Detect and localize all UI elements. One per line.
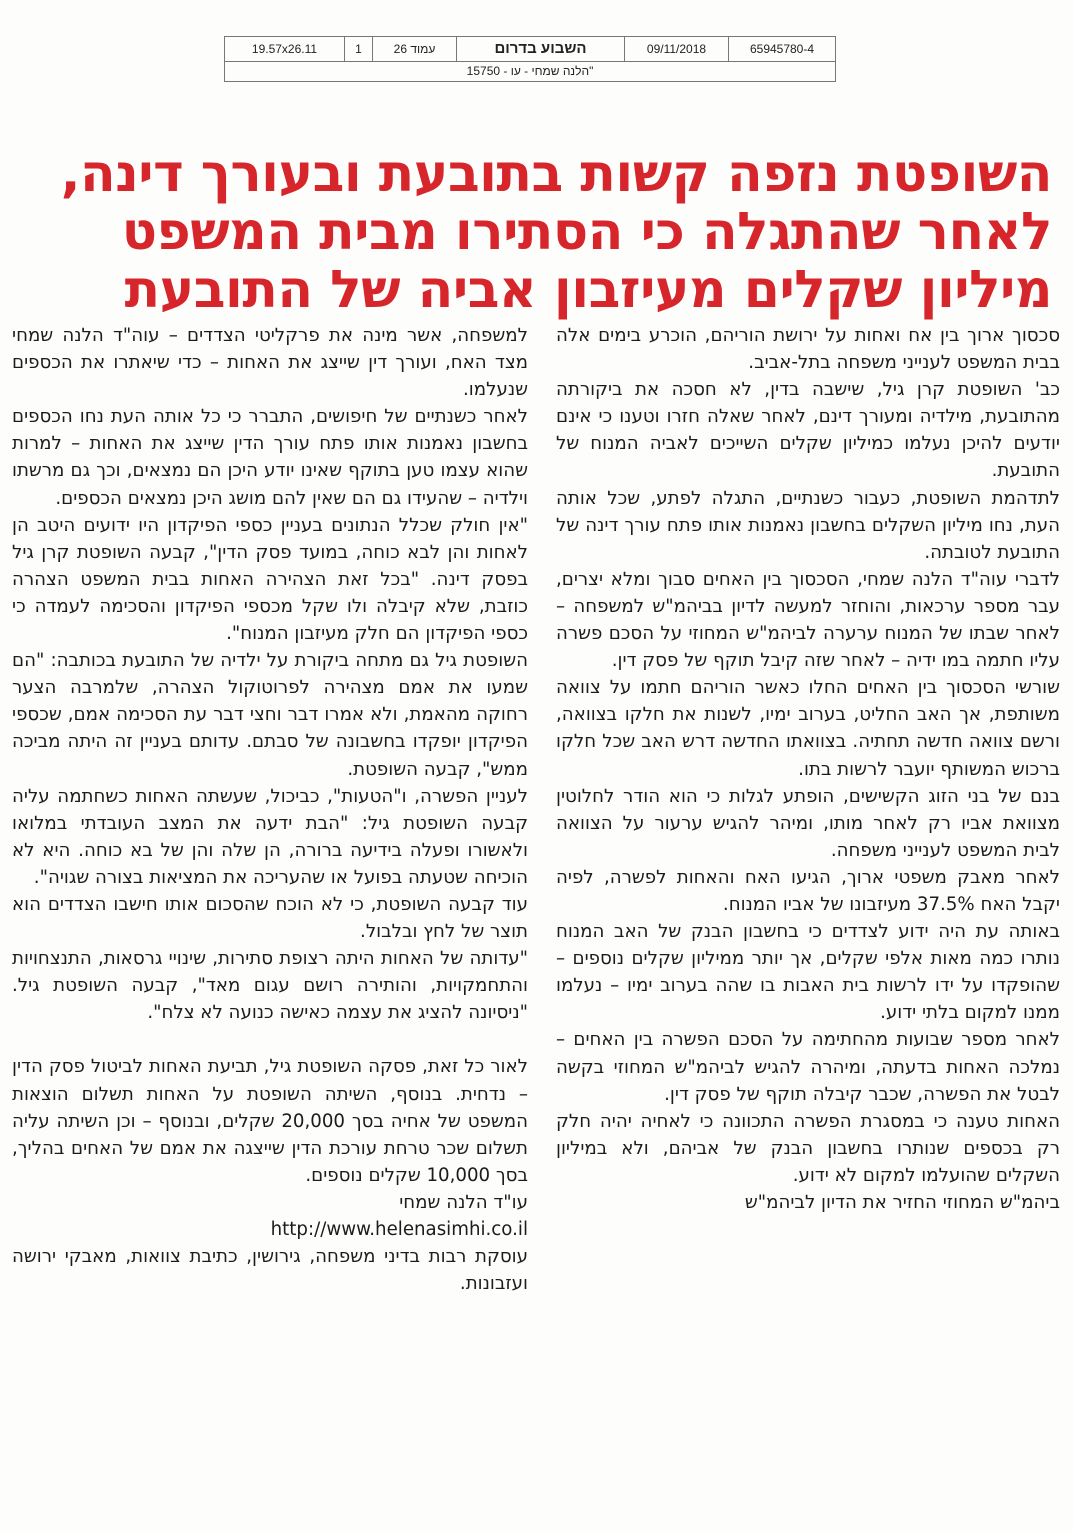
clipping-page: עמוד 26	[373, 37, 457, 61]
author-bio: עוסקת רבות בדיני משפחה, גירושין, כתיבת צוואות, מאבקי ירושה ועזבונות.	[12, 1246, 528, 1295]
paragraph: לאחר מאבק משפטי ארוך, הגיעו האח והאחות לפשרה, לפיה יקבל האח 37.5% מעיזבונו של אביו המנוח.	[556, 866, 1060, 915]
paragraph: לדברי עוה"ד הלנה שמחי, הסכסוך בין האחים סבוך ומלא יצרים, עבר מספר ערכאות, והוחזר למעשה לדיון בביהמ"ש למשפחה – לאחר שבתו של המנוח ערערה לביהמ"ש המחוזי על הסכם פשרה עליו חתמה במו ידיה – לאחר שזה קיבל תוקף של פסק דין.	[556, 568, 1060, 672]
clipping-date: 09/11/2018	[625, 37, 729, 61]
author-website-link[interactable]: http://www.helenasimhi.co.il	[270, 1219, 528, 1240]
paragraph: האחות טענה כי במסגרת הפשרה התכוונה כי לאחיה יהיה חלק רק בכספים שנותרו בחשבון הבנק של אביהם, ולא במיליון השקלים שהועלמו למקום לא ידוע.	[556, 1110, 1060, 1186]
paragraph: לעניין הפשרה, ו"הטעות", כביכול, שעשתה האחות כשחתמה עליה קבעה השופטת גיל: "הבת ידעה את המצב העובדתי במלואו ולאשורו ופעלה בידיעה ברורה, הן שלה והן של בא כוחה. היא לא הוכיחה שטעתה בפועל או שהעריכה את המציאות בצורה שגויה".	[12, 785, 528, 888]
paragraph: לאחר מספר שבועות מהחתימה על הסכם הפשרה בין האחים – נמלכה האחות בדעתה, ומיהרה להגיש לביהמ"ש המחוזי בקשה לבטל את הפשרה, שכבר קיבלה תוקף של פסק דין.	[556, 1029, 1060, 1105]
paragraph: שורשי הסכסוך בין האחים החלו כאשר הוריהם חתמו על צוואה משותפת, אך האב החליט, בערוב ימיו, לשנות את חלקו בצוואה, ורשם צוואה חדשה תחתיה. בצוואתו החדשה דרש האב שכל חלקו ברכוש המשותף יועבר לרשות בתו.	[556, 677, 1060, 780]
paragraph: סכסוך ארוך בין אח ואחות על ירושת הוריהם, הוכרע בימים אלה בבית המשפט לענייני משפחה בתל-אביב.	[556, 325, 1060, 374]
clipping-info-row	[225, 37, 835, 62]
headline-line-3: מיליון שקלים מעיזבון אביה של התובעת	[124, 259, 1052, 320]
paragraph: לתדהמת השופטת, כעבור כשנתיים, התגלה לפתע, שכל אותה העת, נחו מיליון השקלים בחשבון נאמנות אותו פתח עורך דינה של התובעת לטובתה.	[556, 487, 1060, 563]
headline-line-1: השופטת נזפה קשות בתובעת ובעורך דינה,	[60, 143, 1052, 204]
headline-line-2: לאחר שהתגלה כי הסתירו מבית המשפט	[121, 201, 1052, 262]
article-column-left	[12, 322, 528, 1297]
clipping-publication: השבוע בדרום	[457, 37, 625, 61]
paragraph: לאור כל זאת, פסקה השופטת גיל, תביעת האחות לביטול פסק הדין – נדחית. בנוסף, השיתה השופטת על האחות תשלום הוצאות המשפט של אחיה בסך 20,000 שקלים, ובנוסף – וכן השיתה עליה תשלום שכר טרחת עורכת הדין שייצגה את אמם של האחים בהליך, בסך 10,000 שקלים נוספים.	[12, 1056, 528, 1186]
paragraph: בנם של בני הזוג הקשישים, הופתע לגלות כי הוא הודר לחלוטין מצוואת אביו רק לאחר מותו, ומיהר להגיש ערעור על הצוואה לבית המשפט לענייני משפחה.	[556, 785, 1060, 861]
clipping-count: 1	[345, 37, 373, 61]
clipping-info-box	[224, 36, 836, 82]
clipping-subject: "הלנה שמחי - עו - 15750	[466, 64, 594, 78]
paragraph: כב' השופטת קרן גיל, שישבה בדין, לא חסכה את ביקורתה מהתובעת, מילדיה ומעורך דינם, לאחר שאלה חזרו וטענו כי אינם יודעים להיכן נעלמו כמיליון שקלים השייכים לאביה המנוח של התובעת.	[556, 379, 1060, 482]
author-name: עו"ד הלנה שמחי	[399, 1191, 528, 1213]
clipping-size: 19.57x26.11	[225, 37, 345, 61]
article-column-right	[556, 322, 1060, 1216]
paragraph: "אין חולק שכלל הנתונים בעניין כספי הפיקדון היו ידועים היטב הן לאחות והן לבא כוחה, במועד פסק הדין", קבעה השופטת קרן גיל בפסק דינה. "בכל זאת הצהירה האחות בבית המשפט הצהרה כוזבת, שלא קיבלה ולו שקל מכספי הפיקדון והסכימה לעמדה כי כספי הפיקדון הם חלק מעיזבון המנוח".	[12, 514, 528, 645]
paragraph: ביהמ"ש המחוזי החזיר את הדיון לביהמ"ש	[744, 1192, 1060, 1213]
paragraph: באותה עת היה ידוע לצדדים כי בחשבון הבנק של האב המנוח נותרו כמה מאות אלפי שקלים, אך יותר ממיליון שקלים נוספים – שהופקדו על ידו לרשות בית האבות בו שהה בערוב ימיו – נעלמו ממנו למקום בלתי ידוע.	[556, 921, 1060, 1024]
paragraph: למשפחה, אשר מינה את פרקליטי הצדדים – עוה"ד הלנה שמחי מצד האח, ועורך דין שייצג את האחות – כדי שיאתרו את הכספים שנעלמו.	[12, 325, 528, 401]
paragraph: השופטת גיל גם מתחה ביקורת על ילדיה של התובעת בכותבה: "הם שמעו את אמם מצהירה לפרוטוקול הצהרה, שלמרבה הצער רחוקה מהאמת, ולא אמרו דבר וחצי דבר עת הסכימה אמם, שכספי הפיקדון יופקדו בחשבונה של סבתם. עדותם בעניין זה היתה מביכה ממש", קבעה השופטת.	[12, 650, 528, 780]
paragraph: "עדותה של האחות היתה רצופת סתירות, שינויי גרסאות, התנצחויות והתחמקויות, והותירה רושם עגום מאד", קבעה השופטת גיל. "ניסיונה להציג את עצמה כאישה כנועה לא צלח".	[12, 948, 528, 1024]
headline	[22, 145, 1052, 319]
paragraph: עוד קבעה השופטת, כי לא הוכח שהסכום אותו חישבו הצדדים הוא תוצר של לחץ ובלבול.	[12, 893, 528, 943]
clipping-id: 65945780-4	[749, 42, 815, 56]
paragraph: לאחר כשנתיים של חיפושים, התברר כי כל אותה העת נחו הכספים בחשבון נאמנות אותו פתח עורך הדין שייצג את האחות – למרות שהוא עצמו טען בתוקף שאינו יודע היכן הם נמצאים, וכך גם מרשתו וילדיה – שהעידו גם הם שאין להם מושג היכן נמצאים הכספים.	[12, 406, 528, 509]
